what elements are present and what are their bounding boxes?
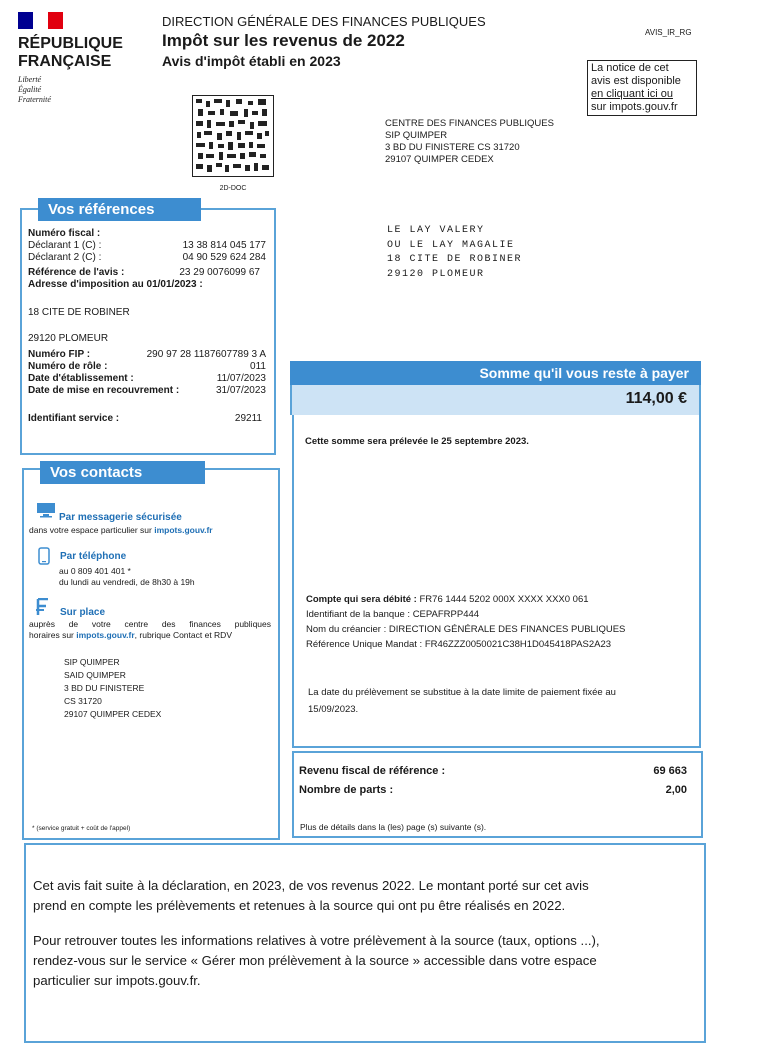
compte-label: Compte qui sera débité : bbox=[306, 594, 417, 605]
compte-value: FR76 1444 5202 000X XXXX XXX0 061 bbox=[419, 594, 589, 605]
references-tab: Vos références bbox=[38, 198, 201, 221]
adresse-line2: 29120 PLOMEUR bbox=[28, 333, 109, 344]
notice-line4[interactable]: sur impots.gouv.fr bbox=[591, 101, 678, 113]
declarant2-value: 04 90 529 624 284 bbox=[182, 252, 266, 263]
declarant2-label: Déclarant 2 (C) : bbox=[28, 252, 102, 263]
recouv-label: Date de mise en recouvrement : bbox=[28, 385, 180, 396]
service-value: 29211 bbox=[234, 413, 262, 424]
parts-value: 2,00 bbox=[665, 784, 687, 796]
info-para2-line2: rendez-vous sur le service « Gérer mon prélèvement à la source » accessible dans votre espace bbox=[33, 953, 597, 968]
declarant1-label: Déclarant 1 (C) : bbox=[28, 240, 102, 251]
place-line2: horaires sur impots.gouv.fr, rubrique Contact et RDV bbox=[29, 630, 232, 640]
page-subtitle: Avis d'impôt établi en 2023 bbox=[162, 53, 341, 69]
fiscal-details: Plus de détails dans la (les) page (s) suivante (s). bbox=[300, 822, 487, 832]
substitution-text bbox=[308, 684, 693, 718]
ref-avis-value: 23 29 0076099 67 bbox=[179, 267, 260, 278]
building-icon bbox=[35, 598, 51, 621]
doc-code: AVIS_IR_RG bbox=[645, 28, 692, 37]
declarant1-value: 13 38 814 045 177 bbox=[182, 240, 266, 251]
republique-line1: RÉPUBLIQUE bbox=[18, 35, 123, 52]
centre-line1: CENTRE DES FINANCES PUBLIQUES bbox=[385, 118, 554, 129]
notice-box[interactable] bbox=[587, 60, 697, 116]
telephone-number[interactable]: au 0 809 401 401 * bbox=[59, 566, 131, 576]
adresse-label: Adresse d'imposition au 01/01/2023 : bbox=[28, 279, 203, 290]
etab-value: 11/07/2023 bbox=[216, 373, 266, 384]
notice-line1: La notice de cet bbox=[591, 62, 669, 74]
banque-line: Identifiant de la banque : CEPAFRPP444 bbox=[306, 609, 480, 620]
place-line1: auprès de votre centre des finances publiques bbox=[29, 619, 271, 629]
notice-line2: avis est disponible bbox=[591, 75, 681, 87]
motto-fraternite: Fraternité bbox=[18, 95, 51, 104]
rum-line: Référence Unique Mandat : FR46ZZZ0050021C38H1D045418PAS2A23 bbox=[306, 639, 612, 650]
fip-value: 290 97 28 1187607789 3 A bbox=[146, 349, 266, 360]
service-label: Identifiant service : bbox=[28, 413, 120, 424]
telephone-hours: du lundi au vendredi, de 8h30 à 19h bbox=[59, 577, 195, 587]
info-para2-line1: Pour retrouver toutes les informations relatives à votre prélèvement à la source (taux, options ...), bbox=[33, 933, 600, 948]
flag-icon bbox=[18, 12, 63, 29]
motto bbox=[18, 75, 148, 105]
fip-label: Numéro FIP : bbox=[28, 349, 91, 360]
place-link[interactable]: impots.gouv.fr bbox=[76, 630, 135, 640]
messagerie-title[interactable]: Par messagerie sécurisée bbox=[59, 512, 182, 523]
substitution-line1: La date du prélèvement se substitue à la date limite de paiement fixée au bbox=[308, 687, 616, 698]
rfr-value: 69 663 bbox=[653, 765, 687, 777]
substitution-line2: 15/09/2023. bbox=[308, 704, 359, 715]
adresse-line1: 18 CITE DE ROBINER bbox=[28, 307, 130, 318]
role-value: 011 bbox=[250, 361, 266, 372]
direction-title: DIRECTION GÉNÉRALE DES FINANCES PUBLIQUES bbox=[162, 14, 486, 29]
ref-avis-label: Référence de l'avis : bbox=[28, 267, 125, 278]
centre-line2: SIP QUIMPER bbox=[385, 130, 448, 141]
motto-liberte: Liberté bbox=[18, 75, 42, 84]
info-para1-line2: prend en compte les prélèvements et retenues à la source qui ont pu être réalisés en 2022. bbox=[33, 898, 566, 913]
references-content bbox=[28, 228, 266, 425]
contacts-address-line2: SAID QUIMPER bbox=[64, 670, 126, 680]
contacts-address-line4: CS 31720 bbox=[64, 696, 102, 706]
recipient-line2: OU LE LAY MAGALIE bbox=[387, 239, 515, 251]
contacts-panel bbox=[22, 468, 280, 840]
place-title: Sur place bbox=[60, 607, 106, 618]
recipient-address bbox=[387, 224, 522, 282]
mandate-details bbox=[306, 592, 698, 652]
fiscal-content bbox=[299, 762, 687, 800]
etab-label: Date d'établissement : bbox=[28, 373, 134, 384]
contacts-address-line3: 3 BD DU FINISTERE bbox=[64, 683, 145, 693]
contacts-address bbox=[64, 656, 161, 721]
prelevement-text: Cette somme sera prélevée le 25 septembre 2023. bbox=[305, 436, 529, 447]
computer-icon bbox=[36, 502, 56, 523]
contacts-address-line5: 29107 QUIMPER CEDEX bbox=[64, 709, 162, 719]
centre-address bbox=[385, 118, 554, 166]
qr-code bbox=[192, 95, 274, 192]
motto-egalite: Égalité bbox=[18, 85, 42, 94]
parts-label: Nombre de parts : bbox=[299, 784, 394, 796]
notice-line3[interactable]: en cliquant ici ou bbox=[591, 88, 673, 100]
page-title: Impôt sur les revenus de 2022 bbox=[162, 31, 405, 50]
payment-amount: 114,00 € bbox=[290, 385, 701, 415]
place-text bbox=[29, 619, 271, 641]
info-para1-line1: Cet avis fait suite à la déclaration, en 2023, de vos revenus 2022. Le montant porté sur cet avis bbox=[33, 878, 589, 893]
centre-line3: 3 BD DU FINISTERE CS 31720 bbox=[385, 142, 520, 153]
payment-header: Somme qu'il vous reste à payer bbox=[290, 361, 701, 385]
centre-line4: 29107 QUIMPER CEDEX bbox=[385, 154, 494, 165]
contacts-footnote: * (service gratuit + coût de l'appel) bbox=[32, 825, 131, 832]
republique-logo bbox=[18, 12, 148, 105]
numero-fiscal-label: Numéro fiscal : bbox=[28, 228, 101, 239]
contacts-address-line1: SIP QUIMPER bbox=[64, 657, 120, 667]
recouv-value: 31/07/2023 bbox=[215, 385, 266, 396]
role-label: Numéro de rôle : bbox=[28, 361, 108, 372]
messagerie-link[interactable]: impots.gouv.fr bbox=[154, 525, 213, 535]
messagerie-text: dans votre espace particulier sur impots.gouv.fr bbox=[29, 525, 213, 535]
recipient-line1: LE LAY VALERY bbox=[387, 225, 485, 236]
creancier-line: Nom du créancier : DIRECTION GÉNÉRALE DES FINANCES PUBLIQUES bbox=[306, 624, 626, 635]
rfr-label: Revenu fiscal de référence : bbox=[299, 765, 446, 777]
contacts-tab: Vos contacts bbox=[40, 461, 205, 484]
telephone-text bbox=[59, 566, 195, 588]
telephone-title: Par téléphone bbox=[60, 551, 127, 562]
info-text bbox=[33, 876, 701, 991]
qr-caption: 2D-DOC bbox=[219, 185, 247, 192]
recipient-line4: 29120 PLOMEUR bbox=[387, 268, 485, 280]
phone-icon bbox=[38, 547, 50, 570]
recipient-line3: 18 CITE DE ROBINER bbox=[387, 254, 523, 265]
republique-line2: FRANÇAISE bbox=[18, 53, 112, 70]
qr-code-icon bbox=[192, 95, 274, 177]
info-para2-line3: particulier sur impots.gouv.fr. bbox=[33, 973, 201, 988]
